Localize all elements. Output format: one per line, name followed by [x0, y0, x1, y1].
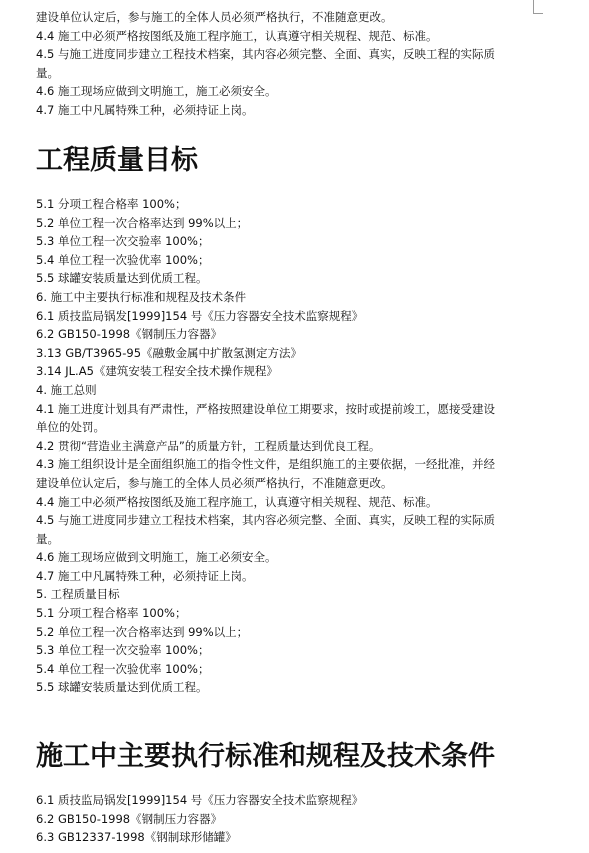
text-line: 6.2 GB150-1998《钢制压力容器》 — [36, 327, 223, 342]
text-line: 5.4 单位工程一次验优率 100%； — [36, 252, 210, 267]
text-line: 4.5 与施工进度同步建立工程技术档案，其内容必须完整、全面、真实，反映工程的实际质 — [36, 513, 495, 528]
text-line: 4.4 施工中必须严格按图纸及施工程序施工，认真遵守相关规程、规范、标准。 — [36, 494, 438, 509]
text-line: 6. 施工中主要执行标准和规程及技术条件 — [36, 289, 247, 304]
text-line: 5.3 单位工程一次交验率 100%； — [36, 643, 210, 658]
text-line: 5.3 单位工程一次交验率 100%； — [36, 234, 210, 249]
text-line: 建设单位认定后，参与施工的全体人员必须严格执行，不准随意更改。 — [36, 10, 393, 24]
text-line: 6.1 质技监局锅发[1999]154 号《压力容器安全技术监察规程》 — [36, 308, 364, 323]
text-line: 4.2 贯彻“营造业主满意产品”的质量方针，工程质量达到优良工程。 — [36, 438, 381, 453]
section-heading-quality-goals: 工程质量目标 — [36, 145, 198, 176]
text-line: 量。 — [36, 65, 59, 80]
text-line: 4. 施工总则 — [36, 382, 97, 397]
text-line: 5.1 分项工程合格率 100%； — [36, 606, 187, 621]
text-line: 6.3 GB12337-1998《钢制球形储罐》 — [36, 830, 237, 845]
bottom-text-block — [36, 791, 541, 847]
text-line: 5.2 单位工程一次合格率达到 99%以上； — [36, 215, 249, 230]
text-line: 4.5 与施工进度同步建立工程技术档案，其内容必须完整、全面、真实，反映工程的实际质 — [36, 47, 495, 62]
text-line: 4.7 施工中凡属特殊工种，必须持证上岗。 — [36, 568, 254, 583]
text-line: 4.7 施工中凡属特殊工种，必须持证上岗。 — [36, 102, 254, 117]
text-line: 5.5 球罐安装质量达到优质工程。 — [36, 271, 208, 286]
text-line: 5.1 分项工程合格率 100%； — [36, 197, 187, 211]
text-line: 5.2 单位工程一次合格率达到 99%以上； — [36, 624, 249, 639]
text-line: 3.13 GB/T3965-95《融敷金属中扩散氢测定方法》 — [36, 345, 303, 360]
text-line: 6.2 GB150-1998《钢制压力容器》 — [36, 811, 223, 826]
text-line: 4.4 施工中必须严格按图纸及施工程序施工，认真遵守相关规程、规范、标准。 — [36, 28, 438, 43]
text-line: 4.6 施工现场应做到文明施工，施工必须安全。 — [36, 84, 277, 99]
text-line: 5.4 单位工程一次验优率 100%； — [36, 661, 210, 676]
middle-text-block — [36, 195, 541, 697]
text-line: 6.1 质技监局锅发[1999]154 号《压力容器安全技术监察规程》 — [36, 793, 364, 807]
text-line: 3.14 JL.A5《建筑安装工程安全技术操作规程》 — [36, 364, 278, 379]
text-line: 4.3 施工组织设计是全面组织施工的指令性文件，是组织施工的主要依据，一经批准，并经 — [36, 457, 495, 472]
top-text-block — [36, 8, 541, 120]
text-line: 4.1 施工进度计划具有严肃性，严格按照建设单位工期要求，按时或提前竣工，愿接受建设 — [36, 401, 495, 416]
section-heading-standards: 施工中主要执行标准和规程及技术条件 — [36, 741, 495, 772]
text-line: 量。 — [36, 531, 59, 546]
text-line: 建设单位认定后，参与施工的全体人员必须严格执行，不准随意更改。 — [36, 475, 393, 490]
text-line: 5. 工程质量目标 — [36, 587, 120, 602]
text-line: 5.5 球罐安装质量达到优质工程。 — [36, 680, 208, 695]
text-line: 单位的处罚。 — [36, 420, 105, 435]
text-line: 4.6 施工现场应做到文明施工，施工必须安全。 — [36, 550, 277, 565]
